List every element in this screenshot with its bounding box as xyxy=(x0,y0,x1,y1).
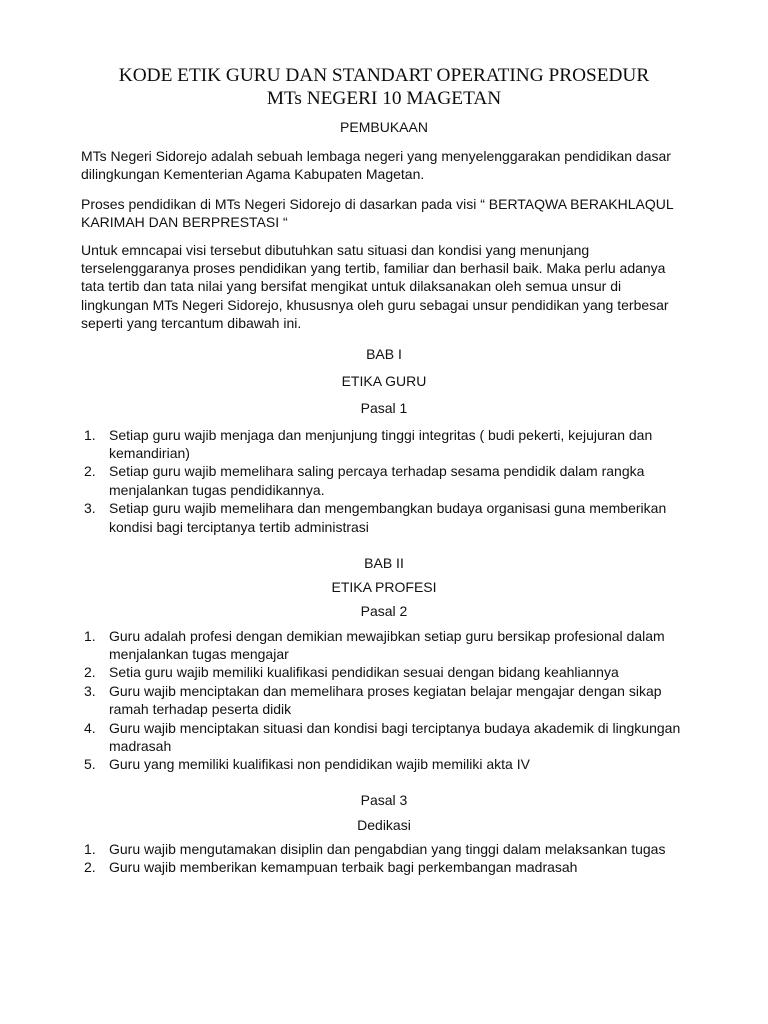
list-item-line: Guru yang memiliki kualifikasi non pendidikan wajib memiliki akta IV xyxy=(109,756,530,773)
list-item-line: Guru adalah profesi dengan demikian mewajibkan setiap guru bersikap profesional dalam xyxy=(109,627,665,644)
list-item-text xyxy=(109,719,687,756)
list-item xyxy=(81,840,687,858)
article-heading-text: Pasal 1 xyxy=(360,399,408,416)
chapter-number xyxy=(81,554,687,572)
list-item-line: Setiap guru wajib menjaga dan menjunjung tinggi integritas ( budi pekerti, kejujuran dan xyxy=(109,426,653,443)
list-item-number: 1. xyxy=(84,627,96,644)
chapter-number-text: BAB II xyxy=(364,554,404,571)
chapter-title-text: ETIKA PROFESI xyxy=(331,578,437,595)
paragraph-line: lingkungan MTs Negeri Sidorejo, khususnya oleh guru sebagai unsur pendidikan yang terbesar xyxy=(81,296,669,313)
list-item-text xyxy=(109,462,687,499)
list-item-line: Guru wajib memberikan kemampuan terbaik bagi perkembangan madrasah xyxy=(109,858,578,875)
list-item-line: Guru wajib menciptakan situasi dan kondisi bagi terciptanya budaya akademik di lingkungan xyxy=(109,719,681,736)
list-item xyxy=(81,627,687,664)
list-item xyxy=(81,499,687,536)
list-item xyxy=(81,462,687,499)
article-heading-text: Pasal 3 xyxy=(360,791,408,808)
list-item xyxy=(81,719,687,756)
document-title xyxy=(81,64,687,110)
list-item-number: 2. xyxy=(84,858,96,875)
list-item-text xyxy=(109,858,687,876)
paragraph-line: dilingkungan Kementerian Agama Kabupaten Magetan. xyxy=(81,165,425,182)
list-item-text xyxy=(109,499,687,536)
chapter-number xyxy=(81,345,687,363)
chapter-title xyxy=(81,372,687,390)
list-item-line: Setiap guru wajib memelihara saling percaya terhadap sesama pendidik dalam rangka xyxy=(109,463,645,480)
list-item xyxy=(81,858,687,876)
list-item-text xyxy=(109,663,687,681)
list-item xyxy=(81,682,687,719)
opening-heading-text: PEMBUKAAN xyxy=(340,118,428,135)
list-item-number: 4. xyxy=(84,719,96,736)
paragraph-line: KARIMAH DAN BERPRESTASI “ xyxy=(81,213,288,230)
paragraph-line: MTs Negeri Sidorejo adalah sebuah lembaga negeri yang menyelenggarakan pendidikan dasar xyxy=(81,147,671,164)
list-item-text xyxy=(109,426,687,463)
list-item-text xyxy=(109,627,687,664)
list-item-number: 3. xyxy=(84,682,96,699)
list-item-line: kemandirian) xyxy=(109,444,190,461)
list-item-line: menjalankan tugas mengajar xyxy=(109,645,289,662)
list-item-number: 5. xyxy=(84,756,96,773)
article-subtitle xyxy=(81,816,687,834)
article-heading xyxy=(81,602,687,620)
opening-paragraph xyxy=(81,147,687,184)
list-item-line: Setiap guru wajib memelihara dan mengembangkan budaya organisasi guna memberikan xyxy=(109,500,667,517)
opening-paragraph xyxy=(81,241,687,333)
paragraph-line: Proses pendidikan di MTs Negeri Sidorejo di dasarkan pada visi “ BERTAQWA BERAKHLAQUL xyxy=(81,195,674,212)
list-item-line: menjalankan tugas pendidikannya. xyxy=(109,481,325,498)
list-item-number: 1. xyxy=(84,840,96,857)
paragraph-line: tata tertib dan tata nilai yang bersifat mengikat untuk dilaksanakan oleh semua unsur di xyxy=(81,278,622,295)
list-item xyxy=(81,755,687,773)
paragraph-line: terselenggaranya proses pendidikan yang tertib, familiar dan berhasil baik. Maka perlu adanya xyxy=(81,259,666,276)
list-item-number: 2. xyxy=(84,463,96,480)
opening-heading xyxy=(81,118,687,136)
list-item xyxy=(81,426,687,463)
list-item-text xyxy=(109,682,687,719)
list-item-number: 1. xyxy=(84,426,96,443)
paragraph-line: seperti yang tercantum dibawah ini. xyxy=(81,315,302,332)
opening-paragraph xyxy=(81,195,687,232)
article-heading xyxy=(81,791,687,809)
numbered-list xyxy=(81,627,687,774)
list-item-line: Setia guru wajib memiliki kualifikasi pendidikan sesuai dengan bidang keahliannya xyxy=(109,664,619,681)
list-item-line: kondisi bagi terciptanya tertib administrasi xyxy=(109,518,369,535)
numbered-list xyxy=(81,840,687,877)
list-item-text xyxy=(109,755,687,773)
numbered-list xyxy=(81,426,687,536)
article-heading-text: Pasal 2 xyxy=(360,602,408,619)
list-item-line: ramah terhadap peserta didik xyxy=(109,701,292,718)
list-item-line: Guru wajib mengutamakan disiplin dan pengabdian yang tinggi dalam melaksankan tugas xyxy=(109,840,666,857)
article-subtitle-text: Dedikasi xyxy=(357,816,411,833)
list-item-line: madrasah xyxy=(109,737,172,754)
chapter-title xyxy=(81,578,687,596)
list-item-text xyxy=(109,840,687,858)
article-heading xyxy=(81,399,687,417)
list-item-number: 3. xyxy=(84,500,96,517)
chapter-title-text: ETIKA GURU xyxy=(341,372,427,389)
document-title-line: MTs NEGERI 10 MAGETAN xyxy=(266,88,502,110)
chapter-number-text: BAB I xyxy=(366,345,402,362)
list-item-line: Guru wajib menciptakan dan memelihara proses kegiatan belajar mengajar dengan sikap xyxy=(109,682,662,699)
document-title-line: KODE ETIK GURU DAN STANDART OPERATING PROSEDUR xyxy=(118,65,650,87)
list-item xyxy=(81,663,687,681)
list-item-number: 2. xyxy=(84,664,96,681)
paragraph-line: Untuk emncapai visi tersebut dibutuhkan satu situasi dan kondisi yang menunjang xyxy=(81,241,590,258)
